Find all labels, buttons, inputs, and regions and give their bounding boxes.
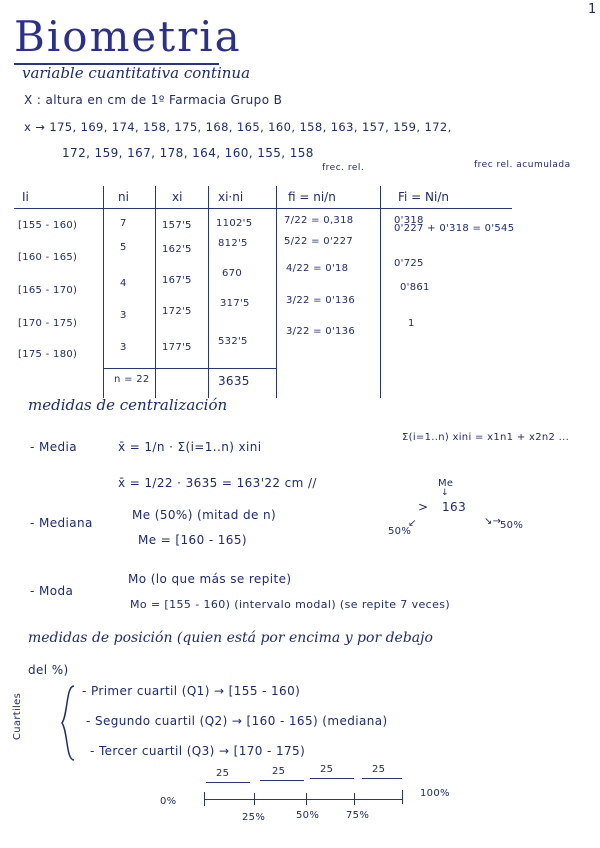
- section-heading-centralization: medidas de centralización: [28, 396, 228, 414]
- table-cell: 0'861: [400, 282, 430, 293]
- table-col-divider: [103, 186, 104, 398]
- table-col-divider: [155, 186, 156, 398]
- table-header-Ii: Ii: [22, 190, 29, 204]
- media-calculation: x̄ = 1/22 · 3635 = 163'22 cm //: [118, 476, 317, 490]
- table-header-fi: fi = ni/n: [288, 190, 336, 204]
- table-cell: 3: [120, 342, 127, 353]
- table-cell: [155 - 160): [18, 220, 78, 231]
- scale-bracket: [362, 778, 402, 779]
- scale-label: 0%: [160, 796, 177, 807]
- mediana-definition: Me (50%) (mitad de n): [132, 508, 277, 522]
- data-line-1: x → 175, 169, 174, 158, 175, 168, 165, 160, 158, 163, 157, 159, 172,: [24, 120, 452, 134]
- scale-bracket: [206, 782, 250, 783]
- table-cell: 670: [222, 268, 242, 279]
- scale-segment-label: 25: [272, 766, 286, 777]
- media-formula: x̄ = 1/n · Σ(i=1..n) xini: [118, 440, 262, 454]
- table-total-rule: [104, 368, 276, 369]
- me-diagram-top: Me: [438, 478, 454, 489]
- table-cell: 177'5: [162, 342, 192, 353]
- mediana-value: Me = [160 - 165): [138, 533, 247, 547]
- table-cell: 167'5: [162, 275, 192, 286]
- sum-note: Σ(i=1..n) xini = x1n1 + x2n2 ...: [402, 432, 570, 443]
- table-cell: 812'5: [218, 238, 248, 249]
- moda-label: - Moda: [30, 584, 74, 598]
- down-arrow-icon: ↓: [441, 488, 449, 498]
- table-cell: 3/22 = 0'136: [286, 326, 355, 337]
- me-right-percent: 50%: [500, 520, 524, 531]
- scale-label: 50%: [296, 810, 320, 821]
- table-cell: 0'725: [394, 258, 424, 269]
- arrow-right-icon: ↘→: [484, 516, 502, 527]
- table-cell: [170 - 175): [18, 318, 78, 329]
- me-diagram-value: 163: [442, 500, 467, 514]
- scale-tick: [402, 790, 403, 804]
- table-header-ni: ni: [118, 190, 129, 204]
- table-total-xini: 3635: [218, 374, 250, 388]
- table-header-xini: xi·ni: [218, 190, 244, 204]
- table-header-xi: xi: [172, 190, 183, 204]
- arrow-right-icon: >: [418, 500, 429, 514]
- scale-label: 25%: [242, 812, 266, 823]
- section-heading-position-cont: del %): [28, 663, 69, 677]
- scale-tick: [204, 792, 205, 806]
- scale-label: 100%: [420, 788, 450, 799]
- section-heading-position: medidas de posición (quien está por encima y por debajo: [28, 630, 433, 646]
- page-title: Biometria: [14, 12, 242, 61]
- moda-definition: Mo (lo que más se repite): [128, 572, 292, 586]
- table-col-divider: [276, 186, 277, 398]
- table-cell: 4: [120, 278, 127, 289]
- table-col-divider: [208, 186, 209, 398]
- table-cell: [160 - 165): [18, 252, 78, 263]
- scale-segment-label: 25: [320, 764, 334, 775]
- scale-bracket: [260, 780, 304, 781]
- moda-value: Mo = [155 - 160) (intervalo modal) (se repite 7 veces): [130, 598, 451, 611]
- table-cell: 3: [120, 310, 127, 321]
- table-cell: 172'5: [162, 306, 192, 317]
- scale-segment-label: 25: [372, 764, 386, 775]
- page-number: 1: [588, 2, 597, 17]
- scale-axis: [204, 799, 402, 800]
- scale-segment-label: 25: [216, 768, 230, 779]
- table-cell: 1: [408, 318, 415, 329]
- note-frec-rel-acum: frec rel. acumulada: [474, 160, 571, 170]
- table-total-n: n = 22: [114, 374, 150, 385]
- quartiles-side-label: Cuartiles: [12, 692, 23, 740]
- me-left-percent: 50%: [388, 526, 412, 537]
- table-cell: 7/22 = 0,318: [284, 215, 354, 226]
- table-col-divider: [380, 186, 381, 398]
- table-cell: 162'5: [162, 244, 192, 255]
- quartile-q1: - Primer cuartil (Q1) → [155 - 160): [82, 684, 301, 698]
- table-cell: [165 - 170): [18, 285, 78, 296]
- mediana-label: - Mediana: [30, 516, 93, 530]
- quartile-q3: - Tercer cuartil (Q3) → [170 - 175): [90, 744, 306, 758]
- table-cell: 5: [120, 242, 127, 253]
- scale-tick: [254, 793, 255, 805]
- data-line-2: 172, 159, 167, 178, 164, 160, 155, 158: [62, 146, 314, 160]
- brace-icon: [60, 684, 78, 762]
- table-cell: 4/22 = 0'18: [286, 263, 349, 274]
- media-label: - Media: [30, 440, 77, 454]
- scale-tick: [306, 793, 307, 805]
- table-cell: 5/22 = 0'227: [284, 236, 353, 247]
- scale-bracket: [310, 778, 354, 779]
- table-cell: 317'5: [220, 298, 250, 309]
- scale-tick: [354, 793, 355, 805]
- table-cell: 532'5: [218, 336, 248, 347]
- table-cell: 7: [120, 218, 127, 229]
- table-cell: [175 - 180): [18, 349, 78, 360]
- table-cell: 1102'5: [216, 218, 253, 229]
- arrow-left-icon: ↙: [408, 518, 417, 529]
- table-cell: 157'5: [162, 220, 192, 231]
- table-cell: 3/22 = 0'136: [286, 295, 355, 306]
- variable-definition: X : altura en cm de 1º Farmacia Grupo B: [24, 93, 283, 107]
- table-header-Fi: Fi = Ni/n: [398, 190, 450, 204]
- table-header-rule: [14, 208, 512, 209]
- scale-label: 75%: [346, 810, 370, 821]
- note-frec-rel: frec. rel.: [322, 163, 365, 173]
- table-cell: 0'318: [394, 215, 424, 226]
- table-cell: 0'227 + 0'318 = 0'545: [394, 223, 515, 234]
- quartile-q2: - Segundo cuartil (Q2) → [160 - 165) (mediana): [86, 714, 388, 728]
- subtitle: variable cuantitativa continua: [22, 64, 251, 82]
